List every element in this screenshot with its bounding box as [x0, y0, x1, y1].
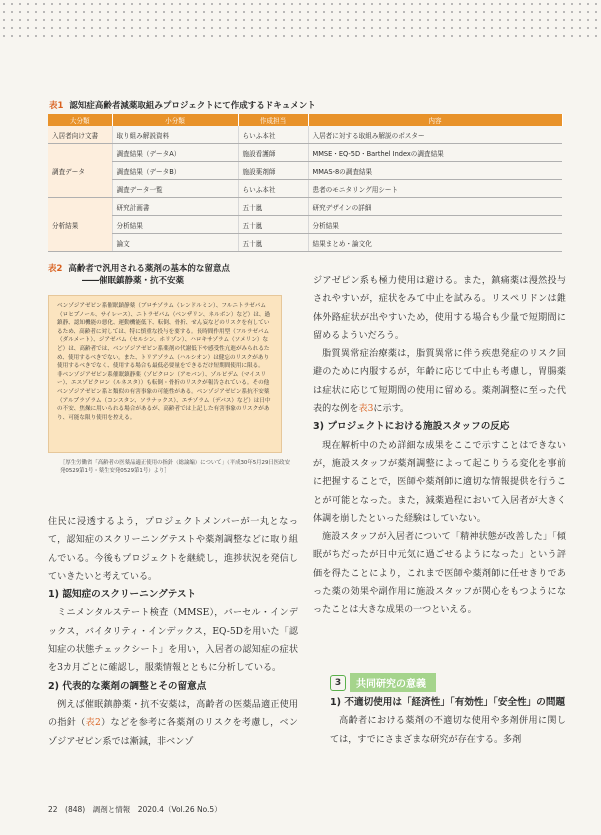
table-row [48, 180, 562, 198]
table-cell: 患者のモニタリング用シート [308, 180, 562, 198]
table2-caption [48, 263, 298, 287]
table-cell: 五十嵐 [238, 216, 308, 234]
table-cell: 研究計画書 [112, 198, 238, 216]
table-cell: 入居者に対する取組み解説のポスター [308, 126, 562, 144]
text-span: ）などを参考に各薬剤のリスクを考慮し，ベンゾジアゼピン系では漸減，非ベンゾ [48, 718, 298, 747]
table-row [48, 162, 562, 180]
table-cell: 調査結果（データA） [112, 144, 238, 162]
table2-subtitle: ――催眠鎮静薬・抗不安薬 [82, 276, 185, 286]
table-cell: MMSE・EQ-5D・Barthel Indexの調査結果 [308, 144, 562, 162]
table-cell: らいふ本社 [238, 180, 308, 198]
table-row [48, 198, 562, 216]
table2-source: ［厚生労働省「高齢者の医薬品適正使用の指針（総論編）について」（平成30年5月29日医政安発0529第1号・薬生安発0529第1号）より］ [60, 460, 290, 474]
body-paragraph: 現在解析中のため詳細な成果をここで示すことはできないが，施設スタッフが薬剤調整によって起こりうる変化を事前に把握することで，医師や薬剤師に適切な情報提供を行うことが可能となった。また，減薬過程において入居者が大きく体調を崩したといった経験はしていない。 [313, 440, 566, 524]
table-cell: らいふ本社 [238, 126, 308, 144]
body-paragraph [313, 345, 566, 418]
col-header-subcategory: 小分類 [112, 114, 238, 126]
subsection-heading: 1) 不適切使用は「経済性」「有効性」「安全性」の問題 [330, 697, 566, 708]
page-footer: 22 (848) 調剤と情報 2020.4（Vol.26 No.5） [48, 805, 222, 814]
table-cell: 研究デザインの詳細 [308, 198, 562, 216]
subsection-heading: 3) プロジェクトにおける施設スタッフの反応 [313, 421, 510, 433]
body-paragraph: 施設スタッフが入居者について「精神状態が改善した」「傾眠がちだったが日中元気に過ごせるようになった」という評価を得たことにより，これまで医師や薬剤師に任せきりであった薬の効果や副作用に施設スタッフが関心をもつようになったことは大きな成果の一つといえる。 [313, 532, 566, 616]
text-span: に示す。 [373, 404, 410, 415]
body-paragraph: ジアゼピン系も極力使用は避ける。また，鎮痛薬は漫然投与されやすいが，症状をみて中止を試みる。リスペリドンは錐体外路症状が出やすいため，使用する場合も少量で短期間に留めるよういだろう。 [313, 276, 566, 341]
subsection-heading: 1) 認知症のスクリーニングテスト [48, 589, 197, 601]
body-paragraph: 住民に浸透するよう，プロジェクトメンバーが一丸となって，認知症のスクリーニングテストや薬剤調整などに取り組んでいる。今後もプロジェクトを継続し，進捗状況を発信していきたいと考えている。 [48, 517, 298, 582]
table-cell: 取り組み解説資料 [112, 126, 238, 144]
section3-body [330, 694, 566, 749]
table-cell: 調査結果（データB） [112, 162, 238, 180]
table-cell: 結果まとめ・論文化 [308, 234, 562, 252]
left-column [48, 513, 298, 751]
table-cell: 論文 [112, 234, 238, 252]
subsection-heading: 2) 代表的な薬剤の調整とその留意点 [48, 680, 207, 692]
table1-tag: 表1 [49, 101, 64, 111]
table3-reference-link[interactable]: 表3 [358, 404, 374, 415]
table-row [48, 234, 562, 252]
table2-paragraph: 非ベンゾジアゼピン系催眠鎮静薬（ゾピクロン（アモバン）、ゾルピデム（マイスリー）、エスゾピクロン（ルネスタ））も転倒・骨折のリスクが報告されている。その他ベンゾジアゼピン系と類似の有害事象の可能性がある。ベンゾジアゼピン系抗不安薬（アルプラゾラム（コンスタン、ソラナックス）、エチゾラム（デパス）など）は日中の不安、焦燥に用いられる場合があるが、高齢者では上記した有害事象のリスクがあり、可能な限り使用を控える。 [57, 371, 271, 421]
col-header-author: 作成担当 [238, 114, 308, 126]
body-paragraph [48, 696, 298, 751]
table1-caption [49, 99, 316, 111]
section-number-badge: 3 [330, 675, 346, 691]
table-cell-category: 入居者向け文書 [48, 126, 112, 144]
table-cell: 分析結果 [112, 216, 238, 234]
body-paragraph: ミニメンタルステート検査（MMSE），バーセル・インデックス，バイタリティ・インデックス，EQ-5Dを用いた「認知症の状態チェックシート」を用い，入居者の認知症の症状を3カ月ごとに確認し，服薬情報とともに分析している。 [48, 608, 298, 674]
table-cell-category: 調査データ [48, 144, 112, 198]
table-cell: 五十嵐 [238, 234, 308, 252]
table-row [48, 144, 562, 162]
section3-heading [330, 673, 436, 692]
table2-paragraph: ベンゾジアゼピン系催眠鎮静薬（ブロチゾラム（レンドルミン）、フルニトラゼパム（ロヒプノール、サイレース）、ニトラゼパム（ベンザリン、ネルボン）など）は、過鎮静、認知機能の悪化、運動機能低下、転倒、骨折、せん妄などのリスクを有しているため、高齢者に対しては、特に慎重な投与を要する。長時間作用型（フルラゼパム（ダルメート）、ジアゼパム（セルシン、ホリゾン）、ハロキサゾラム（ソメリン）など）は、高齢者では、ベンゾジアゼピン系薬剤の代謝低下や感受性亢進がみられるため、使用するべきでない。また、トリアゾラム（ハルシオン）は健忘のリスクがあり使用するべきでなく、使用する場合も最低必要量をできるだけ短期間使用に限る。 [57, 303, 271, 370]
table1-header [48, 114, 562, 126]
dotted-header-band [0, 0, 601, 40]
right-column [313, 272, 566, 620]
table2-title: 高齢者で汎用される薬剤の基本的な留意点 [68, 264, 230, 274]
table2-tag: 表2 [48, 264, 63, 274]
table-row [48, 216, 562, 234]
body-paragraph: 高齢者における薬剤の不適切な使用や多剤併用に関しては，すでにさまざまな研究が存在する。多剤 [330, 716, 566, 745]
table1 [48, 114, 563, 252]
table-cell: 施設看護師 [238, 144, 308, 162]
section-title: 共同研究の意義 [350, 673, 436, 692]
table2-box [48, 295, 282, 453]
text-span: 脂質異常症治療薬は，脂質異常に伴う疾患発症のリスク回避のために内服するが，年齢に応じて中止も考慮し，胃腸薬は症状に応じて短期間の使用に留める。薬剤調整に至った代表的な例を [313, 349, 566, 415]
table-cell-category: 分析結果 [48, 198, 112, 252]
table-cell: 五十嵐 [238, 198, 308, 216]
table-cell: 分析結果 [308, 216, 562, 234]
col-header-category: 大分類 [48, 114, 112, 126]
col-header-content: 内容 [308, 114, 562, 126]
table2-reference-link[interactable]: 表2 [85, 718, 101, 729]
table-cell: 調査データ一覧 [112, 180, 238, 198]
table-row [48, 126, 562, 144]
text-span: 例えば催眠鎮静薬・抗不安薬は，高齢者の医薬品適正使用の指針（ [48, 699, 298, 729]
table-cell: 施設薬剤師 [238, 162, 308, 180]
table-cell: MMAS-8の調査結果 [308, 162, 562, 180]
table1-title: 認知症高齢者減薬取組みプロジェクトにて作成するドキュメント [69, 101, 316, 111]
